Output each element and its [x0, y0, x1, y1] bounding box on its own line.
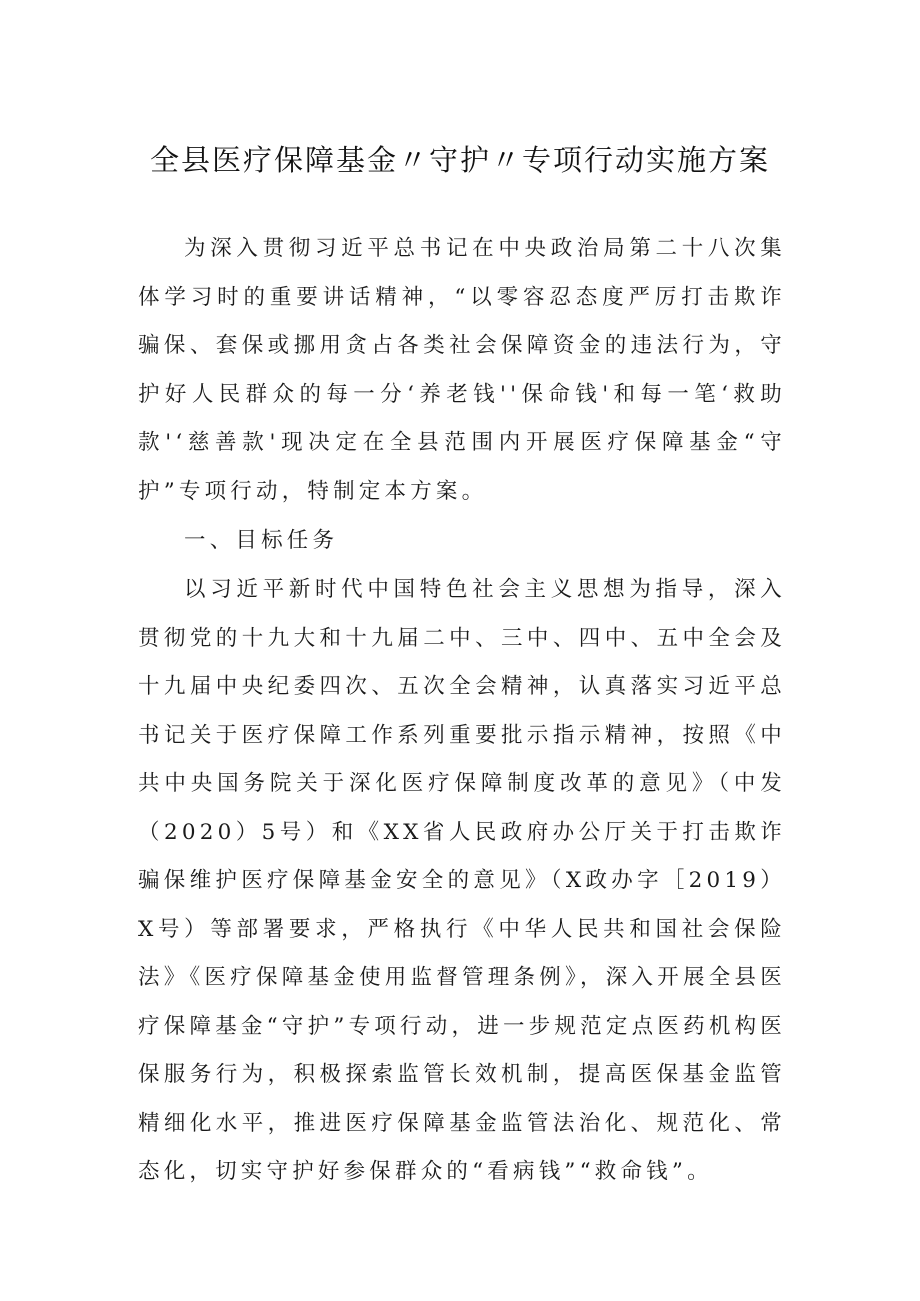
section-paragraph: 以习近平新时代中国特色社会主义思想为指导，深入贯彻党的十九大和十九届二中、三中、四中、五中全会及十九届中央纪委四次、五次全会精神，认真落实习近平总书记关于医疗保障工作系列重要批示指示精神，按照《中共中央国务院关于深化医疗保障制度改革的意见》（中发（2020）5号）和《XX省人民政府办公厅关于打击欺诈骗保维护医疗保障基金安全的意见》（X政办字［2019）X号）等部署要求，严格执行《中华人民共和国社会保险法》《医疗保障基金使用监督管理条例》，深入开展全县医疗保障基金“守护”专项行动，进一步规范定点医药机构医保服务行为，积极探索监管长效机制，提高医保基金监管精细化水平，推进医疗保障基金监管法治化、规范化、常态化，切实守护好参保群众的“看病钱”“救命钱”。 [138, 577, 786, 1184]
section-heading: 一、目标任务 [184, 528, 339, 553]
document-title: 全县医疗保障基金〃守护〃专项行动实施方案 [149, 143, 770, 177]
intro-paragraph: 为深入贯彻习近平总书记在中央政治局第二十八次集体学习时的重要讲话精神，“以零容忍态度严厉打击欺诈骗保、套保或挪用贪占各类社会保障资金的违法行为，守护好人民群众的每一分‘养老钱''保命钱'和每一笔‘救助款'‘慈善款'现决定在全县范围内开展医疗保障基金“守护”专项行动，特制定本方案。 [138, 236, 786, 504]
